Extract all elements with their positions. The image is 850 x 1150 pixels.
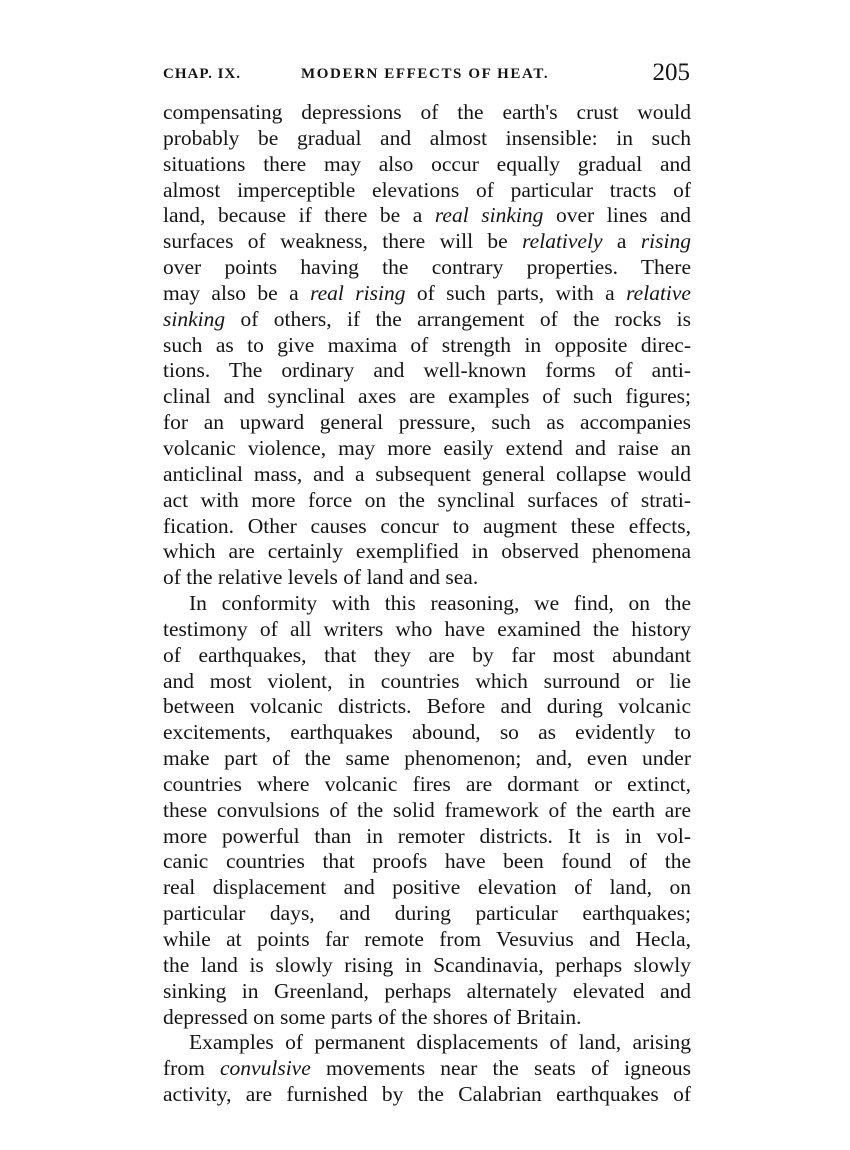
text-run: fication. Other causes concur to augment these effects, xyxy=(163,513,691,538)
text-line xyxy=(163,720,691,746)
text-run: for an upward general pressure, such as accompanies xyxy=(163,410,691,435)
text-line xyxy=(163,875,691,901)
text-run: of such parts, with a xyxy=(405,280,627,305)
text-run: particular days, and during particular earthquakes; xyxy=(163,901,691,926)
text-line xyxy=(163,798,691,824)
chapter-label: CHAP. IX. xyxy=(163,66,242,82)
text-line xyxy=(163,669,691,695)
text-run: situations there may also occur equally gradual and xyxy=(163,151,691,176)
text-run: of earthquakes, that they are by far most abundant xyxy=(163,642,691,667)
text-line xyxy=(163,436,691,462)
text-line xyxy=(163,152,691,178)
text-line xyxy=(163,746,691,772)
text-line xyxy=(163,849,691,875)
text-line xyxy=(163,358,691,384)
text-run: land, because if there be a xyxy=(163,203,435,228)
text-run: testimony of all writers who have examined the history xyxy=(163,616,691,641)
text-run: probably be gradual and almost insensible: in such xyxy=(163,125,691,150)
text-run: over lines and xyxy=(543,203,691,228)
text-run: anticlinal mass, and a subsequent general collapse would xyxy=(163,461,691,486)
text-line xyxy=(163,824,691,850)
text-run: more powerful than in remoter districts. It is in vol- xyxy=(163,823,691,848)
text-line xyxy=(163,307,691,333)
text-line xyxy=(163,539,691,565)
text-run: almost imperceptible elevations of particular tracts of xyxy=(163,177,691,202)
text-line xyxy=(163,126,691,152)
text-run: a xyxy=(602,229,641,254)
text-run: compensating depressions of the earth's crust would xyxy=(163,100,691,124)
text-run: clinal and synclinal axes are examples of such figures; xyxy=(163,384,691,409)
text-run: real displacement and positive elevation of land, on xyxy=(163,875,691,900)
running-title: MODERN EFFECTS OF HEAT. xyxy=(301,66,550,82)
text-line xyxy=(163,229,691,255)
text-run: surfaces of weakness, there will be xyxy=(163,229,523,254)
text-run: depressed on some parts of the shores of Britain. xyxy=(163,1004,582,1029)
text-run: act with more force on the synclinal surfaces of strati- xyxy=(163,487,691,512)
body-text xyxy=(163,100,691,1108)
italic-text: relative xyxy=(626,280,691,305)
text-line xyxy=(163,927,691,953)
text-line xyxy=(163,643,691,669)
italic-text: real rising xyxy=(310,280,406,305)
running-header xyxy=(163,59,690,92)
text-run: Examples of permanent displacements of land, arising xyxy=(189,1030,691,1055)
text-run: make part of the same phenomenon; and, even under xyxy=(163,746,691,771)
text-run: over points having the contrary properties. There xyxy=(163,255,691,280)
text-line xyxy=(163,384,691,410)
text-run: countries where volcanic fires are dormant or extinct, xyxy=(163,771,691,796)
text-line xyxy=(163,1082,691,1108)
text-run: the land is slowly rising in Scandinavia, perhaps slowly xyxy=(163,952,691,977)
text-run: canic countries that proofs have been found of the xyxy=(163,849,691,874)
text-line xyxy=(163,617,691,643)
text-line xyxy=(163,979,691,1005)
text-run: sinking in Greenland, perhaps alternately elevated and xyxy=(163,978,691,1003)
text-run: which are certainly exemplified in observed phenomena xyxy=(163,539,691,564)
text-run: volcanic violence, may more easily extend and raise an xyxy=(163,435,691,460)
text-line xyxy=(163,901,691,927)
text-run: such as to give maxima of strength in opposite direc- xyxy=(163,332,691,357)
italic-text: real sinking xyxy=(434,203,544,228)
text-run: excitements, earthquakes abound, so as evidently to xyxy=(163,720,691,745)
text-run: of others, if the arrangement of the rocks is xyxy=(225,306,691,331)
text-line xyxy=(163,462,691,488)
text-run: movements near the seats of igneous xyxy=(310,1056,691,1081)
text-line xyxy=(163,203,691,229)
text-line xyxy=(163,100,691,126)
text-run: In conformity with this reasoning, we find, on the xyxy=(189,591,691,616)
italic-text: convulsive xyxy=(220,1056,311,1081)
text-run: between volcanic districts. Before and during volcanic xyxy=(163,694,691,719)
italic-text: sinking xyxy=(163,306,226,331)
text-run: activity, are furnished by the Calabrian earthquakes of xyxy=(163,1082,691,1107)
text-line xyxy=(163,488,691,514)
text-line xyxy=(163,1005,691,1031)
text-run: while at points far remote from Vesuvius and Hecla, xyxy=(163,927,691,951)
text-line xyxy=(163,694,691,720)
text-line xyxy=(163,1030,691,1056)
text-line xyxy=(163,410,691,436)
text-run: may also be a xyxy=(163,280,311,305)
text-line xyxy=(163,281,691,307)
italic-text: rising xyxy=(640,229,691,254)
text-run: tions. The ordinary and well-known forms of anti- xyxy=(163,358,691,383)
italic-text: relatively xyxy=(522,229,603,254)
text-line xyxy=(163,565,691,591)
text-line xyxy=(163,178,691,204)
text-run: from xyxy=(163,1056,221,1081)
text-run: and most violent, in countries which surround or lie xyxy=(163,668,691,693)
text-line xyxy=(163,514,691,540)
text-run: these convulsions of the solid framework of the earth are xyxy=(163,797,691,822)
page-number: 205 xyxy=(652,59,690,86)
text-run: of the relative levels of land and sea. xyxy=(163,565,479,590)
text-line xyxy=(163,953,691,979)
text-line xyxy=(163,591,691,617)
text-line xyxy=(163,255,691,281)
text-line xyxy=(163,1056,691,1082)
text-line xyxy=(163,772,691,798)
text-line xyxy=(163,333,691,359)
